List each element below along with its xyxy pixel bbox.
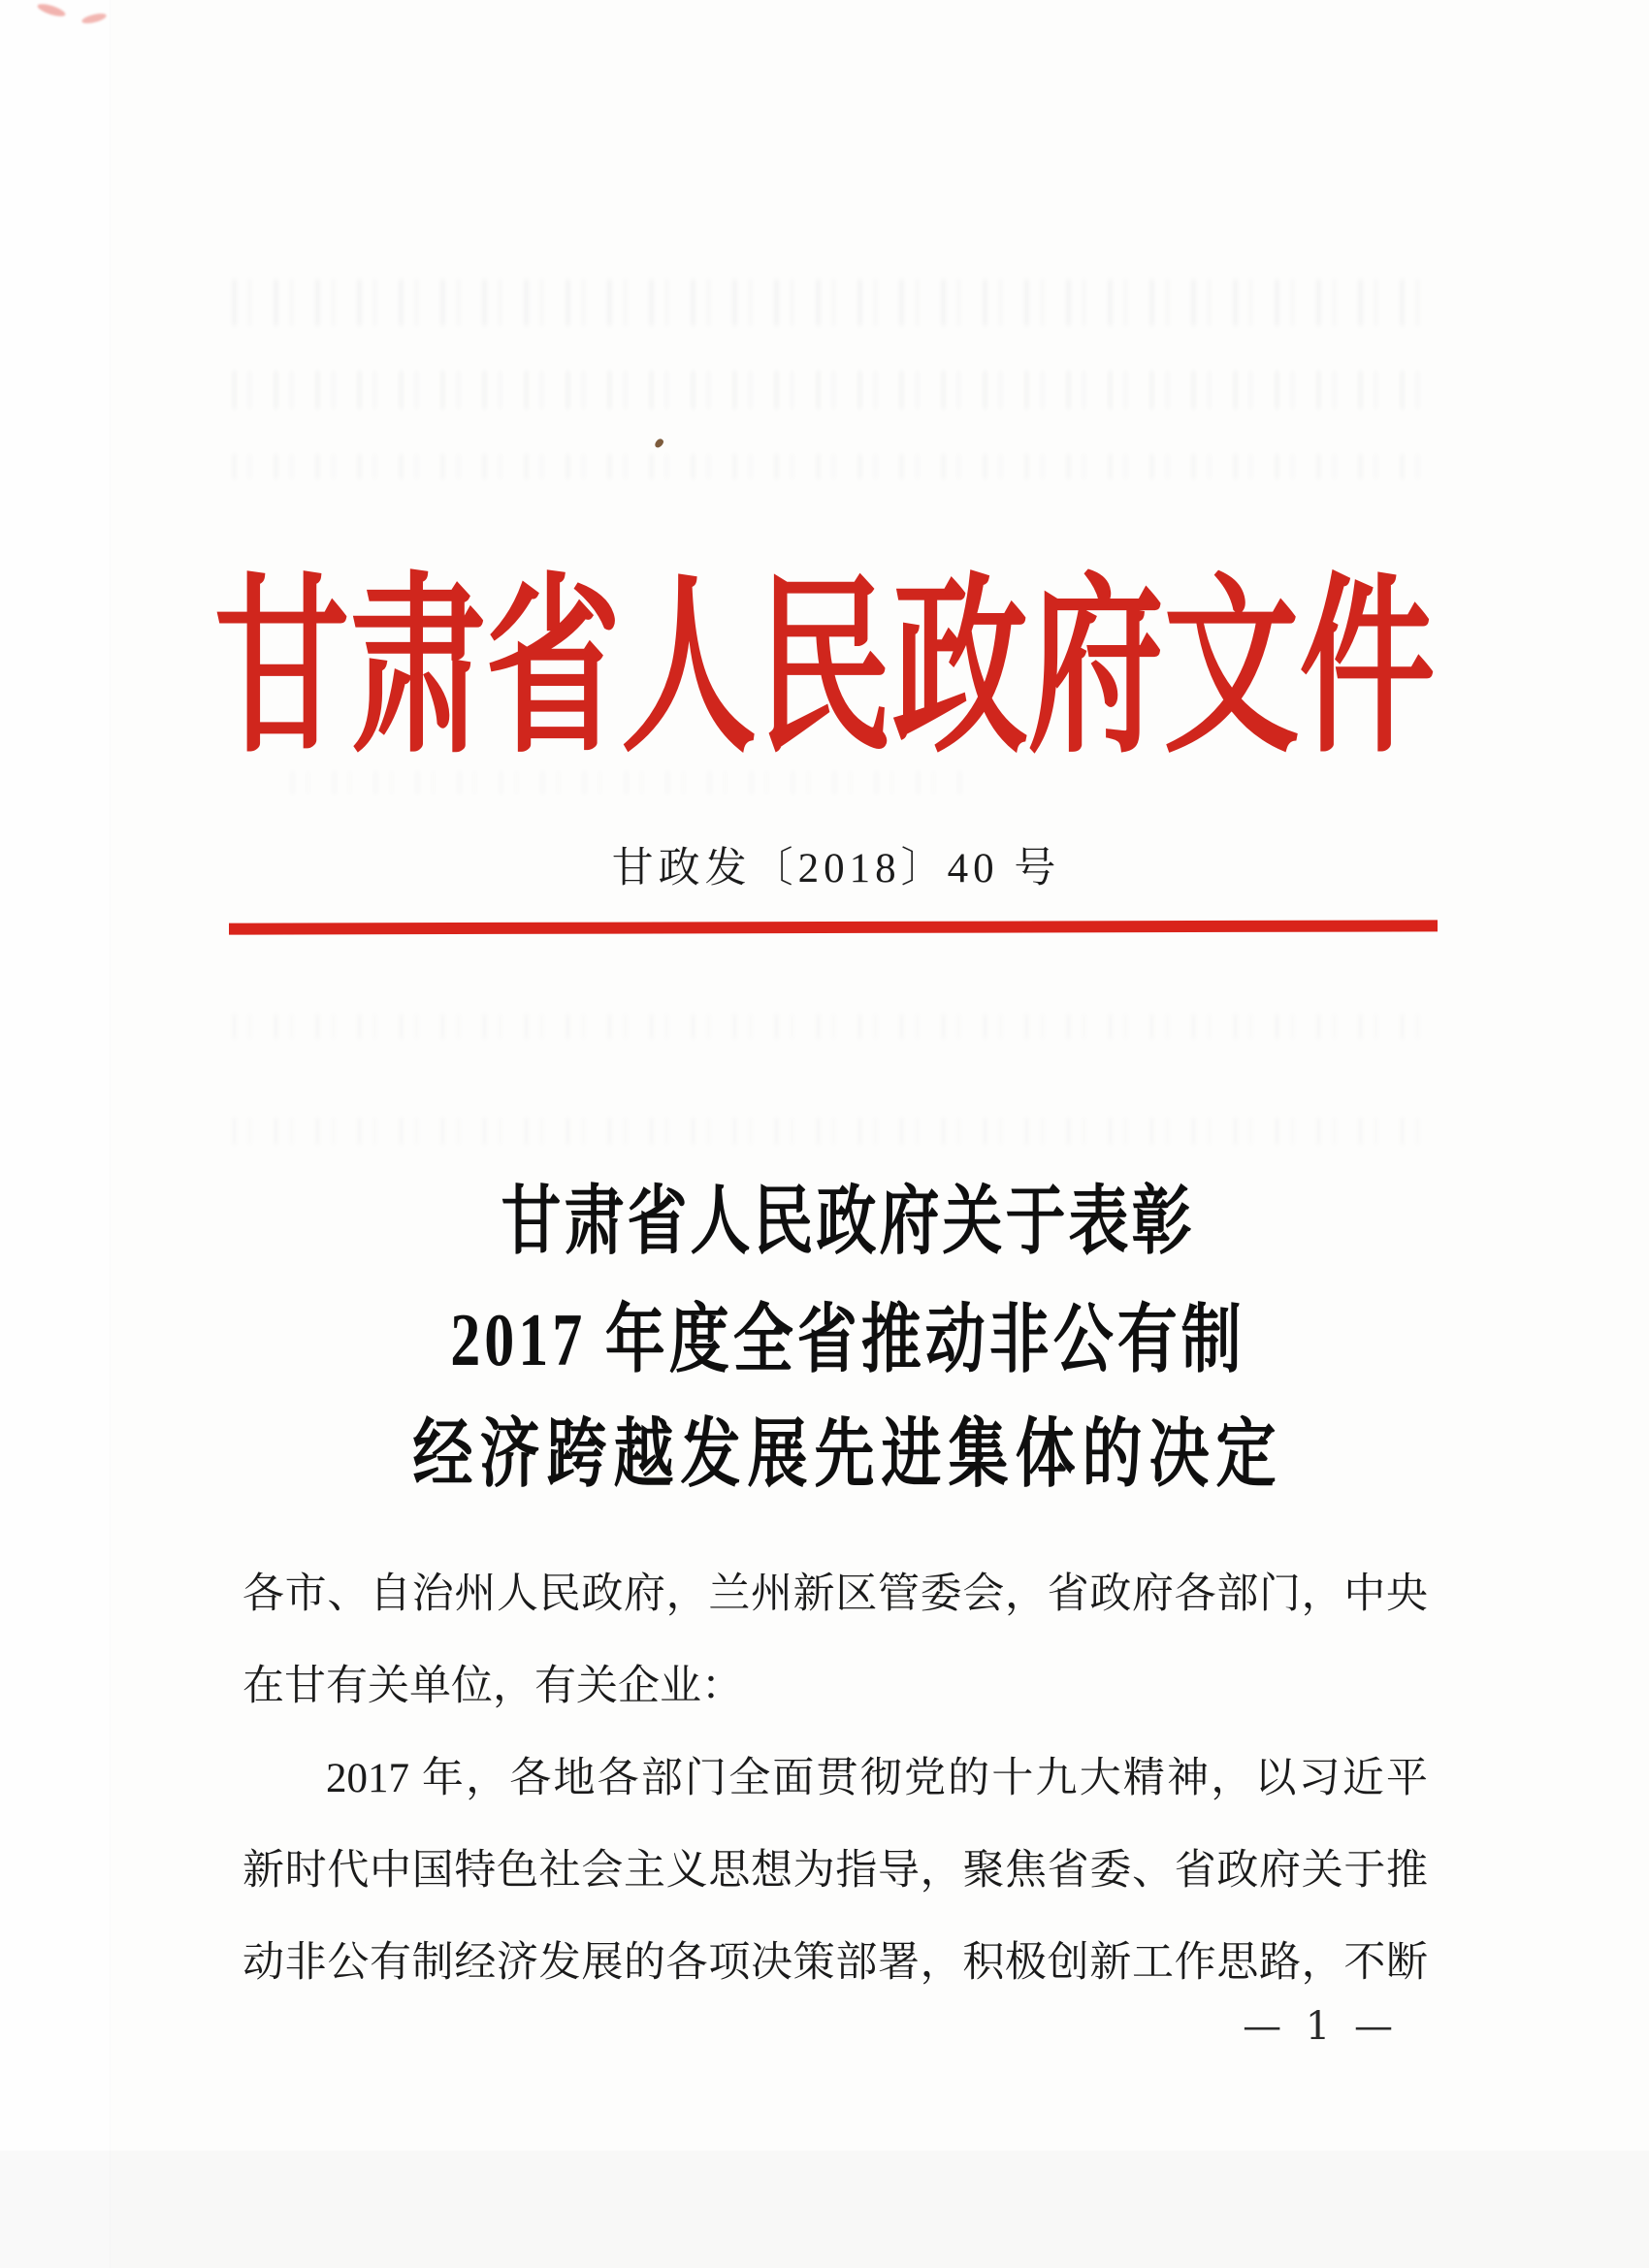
bleedthrough-row [233,1014,1436,1039]
red-divider-rule [229,920,1438,934]
salutation-line: 在甘有关单位，有关企业： [242,1664,743,1709]
salutation-line: 各市、自治州人民政府，兰州新区管委会，省政府各部门，中央 [242,1571,1428,1617]
paragraph-line: 2017 年，各地各部门全面贯彻党的十九大精神，以习近平 [326,1756,1428,1801]
letterhead-banner [0,514,1649,776]
bleedthrough-row [233,371,1436,409]
page-number: — 1 — [1243,2004,1399,2049]
bleedthrough-row [233,1118,1436,1145]
ink-speck [654,437,664,449]
title-line-2: 2017 年度全省推动非公有制 [450,1299,1245,1382]
bleedthrough-row [233,454,1436,479]
paragraph-line: 动非公有制经济发展的各项决策部署，积极创新工作思路，不断 [242,1940,1428,1986]
title-line-1: 甘肃省人民政府关于表彰 [501,1181,1195,1264]
scan-bottom-shade [0,2151,1649,2268]
title-line-3: 经济跨越发展先进集体的决定 [412,1413,1283,1497]
scan-left-edge [0,0,111,2268]
letterhead-title: 甘肃省人民政府文件 [213,563,1436,776]
bleedthrough-row [233,279,1436,326]
paragraph-line: 新时代中国特色社会主义思想为指导，聚焦省委、省政府关于推 [242,1848,1428,1894]
doc-number: 甘政发〔2018〕40 号 [611,846,1061,891]
body-text [242,1548,1428,2009]
